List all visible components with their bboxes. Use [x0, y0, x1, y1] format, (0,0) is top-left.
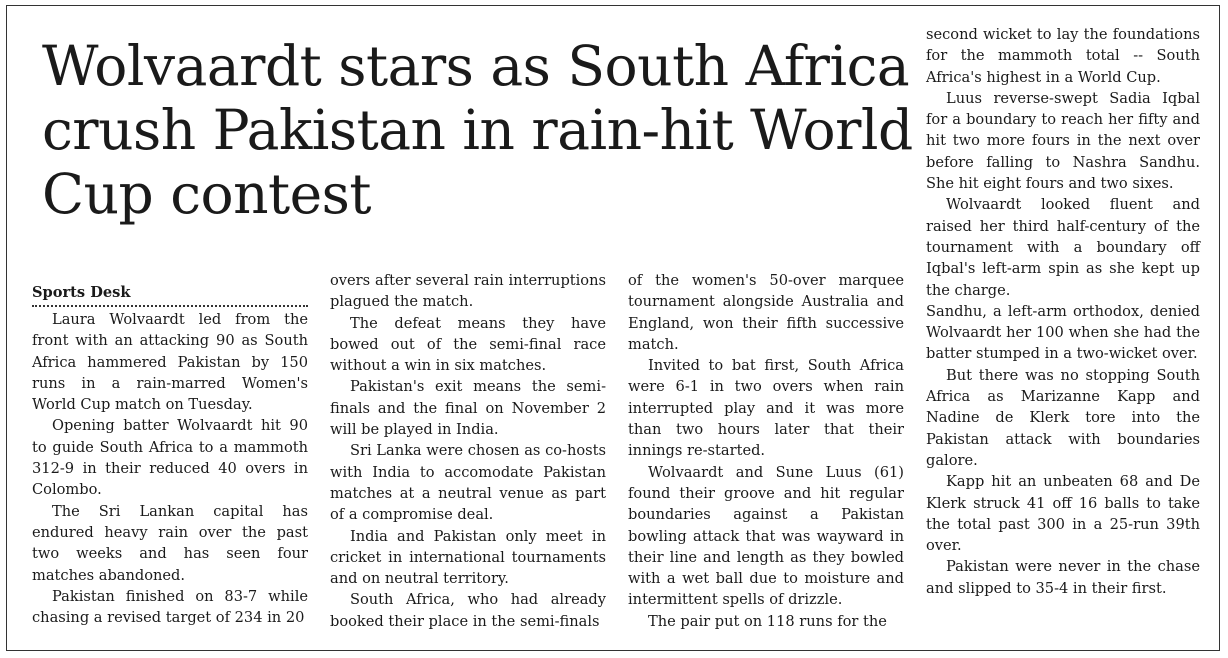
paragraph: Laura Wolvaardt led from the front with an attacking 90 as South Africa hammered Pakistan by 150 runs in a rain-marred Women's World Cup match on Tuesday. — [32, 311, 308, 414]
paragraph: India and Pakistan only meet in cricket in international tournaments and on neutral territory. — [330, 527, 606, 588]
article-column-2 — [330, 270, 606, 632]
article-column-4 — [926, 24, 1200, 599]
paragraph: The defeat means they have bowed out of the semi-final race without a win in six matches. — [330, 314, 606, 375]
byline: Sports Desk — [32, 284, 308, 307]
paragraph: Sri Lanka were chosen as co-hosts with India to accomodate Pakistan matches at a neutral venue as part of a compromise deal. — [330, 442, 606, 524]
paragraph: Wolvaardt looked fluent and raised her third half-century of the tournament with a boundary off Iqbal's left-arm spin as she kept up the charge. — [926, 196, 1200, 299]
paragraph: Pakistan were never in the chase and slipped to 35-4 in their first. — [926, 558, 1200, 597]
paragraph: overs after several rain interruptions plagued the match. — [330, 272, 606, 311]
paragraph: Pakistan's exit means the semi-finals and the final on November 2 will be played in India. — [330, 378, 606, 439]
article-column-3 — [628, 270, 904, 632]
paragraph: Opening batter Wolvaardt hit 90 to guide South Africa to a mammoth 312-9 in their reduced 40 overs in Colombo. — [32, 417, 308, 499]
paragraph: Luus reverse-swept Sadia Iqbal for a boundary to reach her fifty and hit two more fours in the next over before falling to Nashra Sandhu. She hit eight fours and two sixes. — [926, 89, 1200, 193]
paragraph: Pakistan finished on 83-7 while chasing a revised target of 234 in 20 — [32, 587, 308, 627]
article-column-1 — [32, 284, 308, 628]
paragraph: of the women's 50-over marquee tournament alongside Australia and England, won their fifth successive match. — [628, 272, 904, 353]
paragraph: second wicket to lay the foundations for the mammoth total -- South Africa's highest in a World Cup. — [926, 26, 1200, 86]
paragraph: But there was no stopping South Africa as Marizanne Kapp and Nadine de Klerk tore into the Pakistan attack with boundaries galore. — [926, 366, 1200, 469]
headline: Wolvaardt stars as South Africa crush Pakistan in rain-hit World Cup contest — [42, 34, 913, 226]
paragraph: Kapp hit an unbeaten 68 and De Klerk struck 41 off 16 balls to take the total past 300 in a 25-run 39th over. — [926, 473, 1200, 555]
paragraph: The pair put on 118 runs for the — [648, 612, 887, 630]
paragraph: The Sri Lankan capital has endured heavy rain over the past two weeks and has seen four matches abandoned. — [32, 502, 308, 584]
paragraph: South Africa, who had already booked their place in the semi-finals — [330, 591, 606, 630]
paragraph: Sandhu, a left-arm orthodox, denied Wolvaardt her 100 when she had the batter stumped in a two-wicket over. — [926, 302, 1200, 363]
paragraph: Invited to bat first, South Africa were 6-1 in two overs when rain interrupted play and it was more than two hours later that their innings re-started. — [628, 357, 904, 460]
paragraph: Wolvaardt and Sune Luus (61) found their groove and hit regular boundaries against a Pakistan bowling attack that was wayward in their line and length as they bowled with a wet ball due to moisture and intermittent spells of drizzle. — [628, 463, 904, 609]
